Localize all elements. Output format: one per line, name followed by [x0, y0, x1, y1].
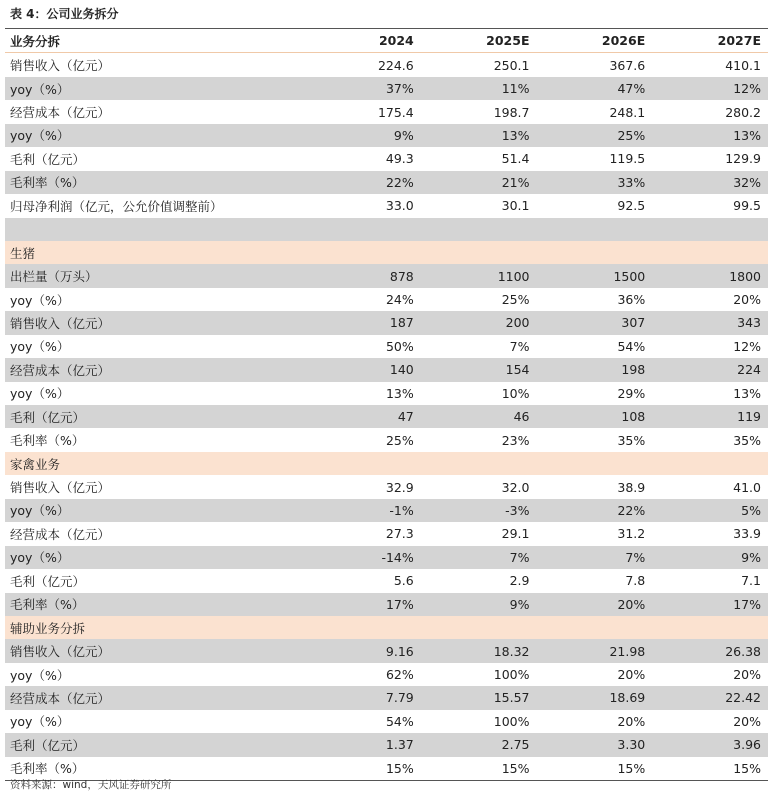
value-cell	[652, 616, 768, 639]
row-label-cell: yoy（%）	[5, 499, 305, 522]
table-row	[5, 124, 768, 147]
row-label-cell	[5, 218, 305, 241]
row-label-cell: yoy（%）	[10, 714, 70, 730]
value-cell	[305, 241, 421, 264]
row-label-cell: yoy（%）	[5, 546, 305, 569]
value-cell: 32.0	[501, 479, 530, 495]
value-cell: 46	[421, 405, 537, 428]
value-cell: 175.4	[377, 104, 414, 120]
value-cell: 24%	[385, 292, 414, 308]
value-cell: 13%	[421, 124, 537, 147]
table-row	[5, 710, 768, 733]
table-row	[5, 382, 768, 405]
table-row	[5, 264, 768, 287]
table-row	[5, 288, 768, 311]
value-cell: 224.6	[377, 57, 414, 73]
row-label-cell: 毛利率（%）	[5, 593, 305, 616]
value-cell: 41.0	[733, 479, 761, 495]
row-label-cell: 出栏量（万头）	[5, 264, 305, 287]
value-cell: 198.7	[493, 104, 530, 120]
value-cell: 9%	[652, 546, 768, 569]
value-cell: 10%	[501, 385, 530, 401]
table-row	[5, 171, 768, 194]
value-cell	[421, 452, 537, 475]
value-cell: 33%	[537, 171, 653, 194]
value-cell: 250.1	[493, 57, 530, 73]
table-row	[5, 663, 768, 686]
value-cell: 367.6	[609, 57, 646, 73]
row-label-cell: 经营成本（亿元）	[10, 526, 111, 542]
row-label-cell: 经营成本（亿元）	[5, 686, 305, 709]
value-cell: 99.5	[733, 198, 761, 214]
value-cell	[652, 452, 768, 475]
value-cell	[652, 241, 768, 264]
table-row	[5, 358, 768, 381]
value-cell: 20%	[617, 713, 646, 729]
value-cell: 5%	[652, 499, 768, 522]
table-row	[5, 686, 768, 709]
value-cell: 21%	[421, 171, 537, 194]
row-label-cell: 经营成本（亿元）	[10, 105, 111, 121]
header-cell-2024: 2024	[305, 29, 421, 53]
value-cell: 26.38	[652, 639, 768, 662]
value-cell: 5.6	[393, 573, 414, 589]
row-label-cell: 归母净利润（亿元，公允价值调整前）	[10, 198, 223, 214]
value-cell: 280.2	[725, 104, 761, 120]
value-cell: 49.3	[385, 151, 414, 167]
row-label-cell: 销售收入（亿元）	[5, 639, 305, 662]
table-body	[5, 53, 768, 781]
value-cell: 13%	[733, 385, 761, 401]
value-cell: 12%	[733, 338, 761, 354]
value-cell: 11%	[421, 77, 537, 100]
value-cell: -14%	[305, 546, 421, 569]
value-cell: 32%	[652, 171, 768, 194]
row-label-cell: yoy（%）	[10, 292, 70, 308]
row-label-cell: yoy（%）	[10, 667, 70, 683]
row-label-cell: 销售收入（亿元）	[10, 480, 111, 496]
value-cell: 343	[652, 311, 768, 334]
value-cell	[537, 241, 653, 264]
value-cell: 20%	[617, 667, 646, 683]
value-cell: 12%	[652, 77, 768, 100]
section-header-row	[5, 616, 768, 639]
value-cell: -1%	[305, 499, 421, 522]
value-cell: 410.1	[725, 57, 761, 73]
value-cell: 21.98	[537, 639, 653, 662]
value-cell: 51.4	[501, 151, 530, 167]
value-cell: 1100	[421, 264, 537, 287]
value-cell	[421, 616, 537, 639]
value-cell: 248.1	[609, 104, 646, 120]
row-label-cell: 毛利（亿元）	[5, 733, 305, 756]
row-label-cell: yoy（%）	[5, 124, 305, 147]
table-row	[5, 77, 768, 100]
value-cell: 1500	[537, 264, 653, 287]
value-cell: 13%	[385, 385, 414, 401]
value-cell: 35%	[733, 432, 761, 448]
section-header-row	[5, 452, 768, 475]
value-cell: 3.96	[652, 733, 768, 756]
value-cell: 20%	[733, 713, 761, 729]
value-cell: 33.0	[385, 198, 414, 214]
value-cell: 878	[305, 264, 421, 287]
table-row	[5, 522, 768, 545]
value-cell: 7%	[421, 546, 537, 569]
value-cell: 15%	[305, 757, 421, 781]
value-cell: 140	[305, 358, 421, 381]
value-cell: 119.5	[609, 151, 646, 167]
value-cell: 22.42	[652, 686, 768, 709]
value-cell: 25%	[501, 292, 530, 308]
value-cell: 15.57	[421, 686, 537, 709]
header-cell-2026e: 2026E	[537, 29, 653, 53]
row-label-cell: yoy（%）	[10, 386, 70, 402]
table-row	[5, 147, 768, 170]
row-label-cell: 毛利率（%）	[10, 433, 85, 449]
business-breakdown-table	[5, 28, 768, 781]
section-header-row	[5, 241, 768, 264]
value-cell: 38.9	[617, 479, 646, 495]
value-cell: 54%	[385, 713, 414, 729]
row-label-cell: 辅助业务分拆	[5, 616, 305, 639]
table-row	[5, 475, 768, 498]
row-label-cell: 销售收入（亿元）	[10, 58, 111, 74]
value-cell: 18.32	[421, 639, 537, 662]
value-cell: 7%	[509, 338, 530, 354]
table-row	[5, 499, 768, 522]
table-caption: 表 4：公司业务拆分	[10, 7, 119, 21]
value-cell	[537, 452, 653, 475]
value-cell: 2.75	[421, 733, 537, 756]
value-cell: 25%	[537, 124, 653, 147]
value-cell: 92.5	[617, 198, 646, 214]
value-cell: 23%	[501, 432, 530, 448]
value-cell: 20%	[733, 292, 761, 308]
value-cell: 9%	[421, 593, 537, 616]
value-cell	[652, 218, 768, 241]
value-cell: 47	[305, 405, 421, 428]
value-cell	[305, 218, 421, 241]
value-cell: 17%	[652, 593, 768, 616]
header-cell-2027e: 2027E	[652, 29, 768, 53]
row-label-cell: yoy（%）	[5, 77, 305, 100]
value-cell	[305, 452, 421, 475]
source-note: 资料来源：wind，天风证券研究所	[10, 779, 172, 791]
table-row	[5, 569, 768, 592]
value-cell: 224	[652, 358, 768, 381]
value-cell: 15%	[537, 757, 653, 781]
value-cell: 50%	[385, 338, 414, 354]
table-row	[5, 639, 768, 662]
row-label-cell: 毛利（亿元）	[10, 573, 86, 589]
value-cell: 31.2	[617, 526, 646, 542]
value-cell: 9.16	[305, 639, 421, 662]
value-cell: 27.3	[385, 526, 414, 542]
row-label-cell: 毛利率（%）	[5, 171, 305, 194]
value-cell: 200	[421, 311, 537, 334]
value-cell	[305, 616, 421, 639]
header-cell-label: 业务分拆	[5, 29, 305, 53]
table-row	[5, 733, 768, 756]
value-cell: 22%	[305, 171, 421, 194]
value-cell: 1800	[652, 264, 768, 287]
value-cell: 7%	[537, 546, 653, 569]
row-label-cell: yoy（%）	[10, 339, 70, 355]
value-cell	[537, 616, 653, 639]
value-cell: 29.1	[501, 526, 530, 542]
value-cell: 17%	[305, 593, 421, 616]
value-cell: 22%	[537, 499, 653, 522]
value-cell: 20%	[733, 667, 761, 683]
value-cell: 154	[421, 358, 537, 381]
row-label-cell: 毛利（亿元）	[5, 405, 305, 428]
value-cell: 25%	[385, 432, 414, 448]
value-cell: 37%	[305, 77, 421, 100]
row-label-cell: 毛利（亿元）	[10, 151, 86, 167]
value-cell: 18.69	[537, 686, 653, 709]
value-cell: 100%	[493, 713, 530, 729]
table-row	[5, 593, 768, 616]
value-cell: 15%	[421, 757, 537, 781]
value-cell: 129.9	[725, 151, 761, 167]
value-cell: 35%	[617, 432, 646, 448]
value-cell: 32.9	[385, 479, 414, 495]
table-header	[5, 29, 768, 53]
table-row	[5, 194, 768, 217]
value-cell: 15%	[652, 757, 768, 781]
row-label-cell: 家禽业务	[5, 452, 305, 475]
value-cell: 7.1	[741, 573, 761, 589]
value-cell	[537, 218, 653, 241]
row-label-cell: 毛利率（%）	[5, 757, 305, 781]
row-label-cell: 经营成本（亿元）	[5, 358, 305, 381]
table-row	[5, 428, 768, 451]
value-cell: 198	[537, 358, 653, 381]
value-cell: 1.37	[305, 733, 421, 756]
value-cell: 29%	[617, 385, 646, 401]
value-cell: 47%	[537, 77, 653, 100]
value-cell: 62%	[385, 667, 414, 683]
value-cell: 33.9	[733, 526, 761, 542]
value-cell: 7.79	[305, 686, 421, 709]
value-cell: 2.9	[509, 573, 530, 589]
value-cell: 13%	[652, 124, 768, 147]
value-cell: 20%	[537, 593, 653, 616]
value-cell	[421, 241, 537, 264]
table-row	[5, 53, 768, 77]
table-row	[5, 335, 768, 358]
row-label-cell: 生猪	[5, 241, 305, 264]
value-cell: -3%	[421, 499, 537, 522]
value-cell: 307	[537, 311, 653, 334]
value-cell: 54%	[617, 338, 646, 354]
header-row	[5, 29, 768, 53]
value-cell: 7.8	[625, 573, 646, 589]
value-cell: 187	[305, 311, 421, 334]
table-row	[5, 405, 768, 428]
value-cell: 3.30	[537, 733, 653, 756]
value-cell: 9%	[305, 124, 421, 147]
value-cell: 36%	[617, 292, 646, 308]
header-cell-2025e: 2025E	[421, 29, 537, 53]
value-cell: 30.1	[501, 198, 530, 214]
value-cell: 100%	[493, 667, 530, 683]
spacer-row	[5, 218, 768, 241]
table-row	[5, 311, 768, 334]
value-cell: 119	[652, 405, 768, 428]
row-label-cell: 销售收入（亿元）	[5, 311, 305, 334]
table-row	[5, 546, 768, 569]
value-cell	[421, 218, 537, 241]
value-cell: 108	[537, 405, 653, 428]
table-row	[5, 100, 768, 123]
